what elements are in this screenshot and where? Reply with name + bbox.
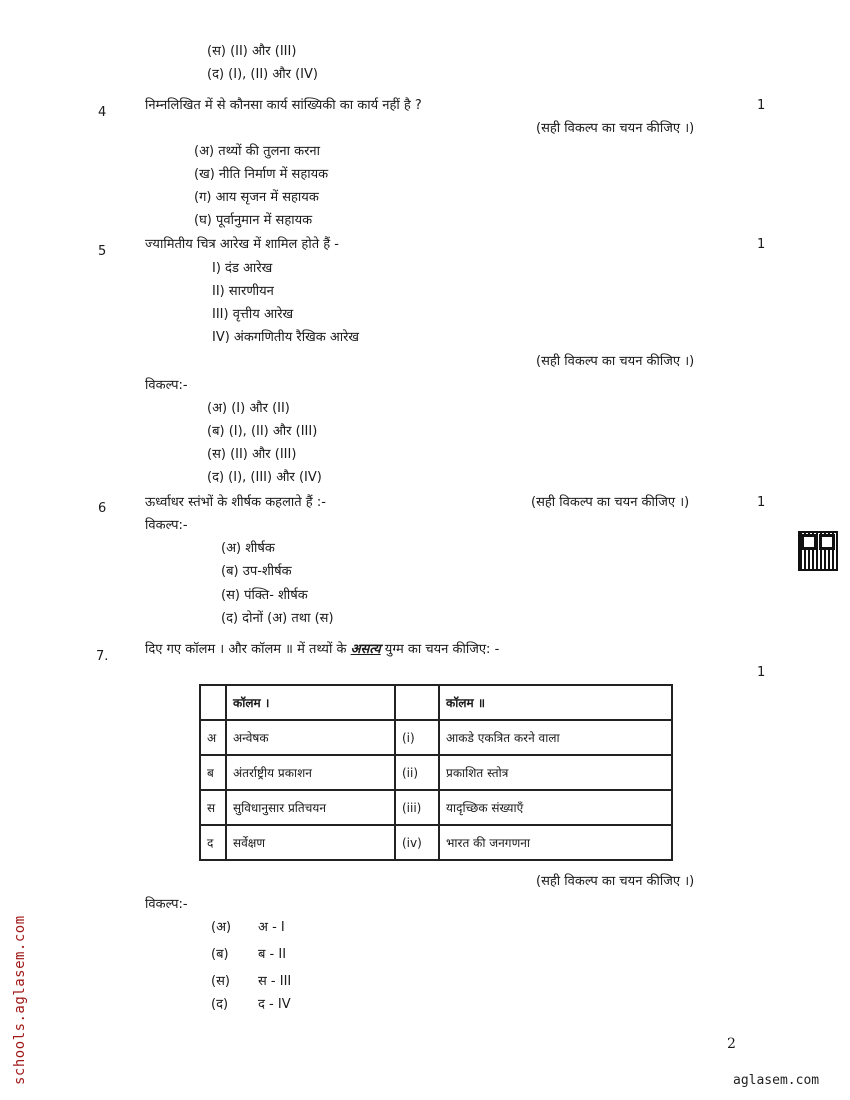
option-line: (द) (I), (II) और (IV) xyxy=(207,67,318,82)
table-cell: अ xyxy=(200,720,226,755)
watermark-side: schools.aglasem.com xyxy=(12,915,28,1085)
question-number: 6 xyxy=(98,501,107,516)
table-cell: प्रकाशित स्तोत्र xyxy=(439,755,672,790)
question-marks: 1 xyxy=(757,98,766,113)
question-marks: 1 xyxy=(757,237,766,252)
table-cell: द xyxy=(200,825,226,860)
list-item: IV) अंकगणितीय रैखिक आरेख xyxy=(212,330,360,345)
question-text: निम्नलिखित में से कौनसा कार्य सांख्यिकी का कार्य नहीं है ? xyxy=(145,98,422,113)
table-cell: (iv) xyxy=(395,825,439,860)
table-cell: यादृच्छिक संख्याएँ xyxy=(439,790,672,825)
table-cell: अन्वेषक xyxy=(226,720,395,755)
qr-code-icon xyxy=(798,531,838,571)
table-cell: सर्वेक्षण xyxy=(226,825,395,860)
question-text-part: युग्म का चयन कीजिए: - xyxy=(384,642,500,657)
table-cell: सुविधानुसार प्रतिचयन xyxy=(226,790,395,825)
table-cell: आकडे एकत्रित करने वाला xyxy=(439,720,672,755)
question-text: ऊर्ध्वाधर स्तंभों के शीर्षक कहलाते हैं :- xyxy=(145,495,326,510)
table-header-row xyxy=(200,685,672,720)
instruction-text: (सही विकल्प का चयन कीजिए ।) xyxy=(536,874,695,889)
option-line: (ग) आय सृजन में सहायक xyxy=(194,190,319,205)
question-text xyxy=(145,641,499,659)
option-line: (द) दोनों (अ) तथा (स) xyxy=(221,611,334,626)
option-line: (ख) नीति निर्माण में सहायक xyxy=(194,167,329,182)
table-cell: स xyxy=(200,790,226,825)
option-line: (ब) उप-शीर्षक xyxy=(221,564,292,579)
table-header-cell xyxy=(200,685,226,720)
instruction-text: (सही विकल्प का चयन कीजिए ।) xyxy=(536,121,695,136)
option-value: अ - I xyxy=(258,920,285,935)
table-row xyxy=(200,720,672,755)
option-line: (स) (II) और (III) xyxy=(207,447,297,462)
option-label: (द) xyxy=(211,997,229,1012)
table-row xyxy=(200,825,672,860)
option-line: (अ) (I) और (II) xyxy=(207,401,290,416)
watermark-bottom: aglasem.com xyxy=(733,1073,820,1088)
match-table xyxy=(199,684,673,861)
option-line: (स) पंक्ति- शीर्षक xyxy=(221,588,308,603)
question-number: 5 xyxy=(98,244,107,259)
question-emphasis: असत्य xyxy=(350,642,381,657)
option-value: ब - II xyxy=(258,947,287,962)
question-marks: 1 xyxy=(757,665,766,680)
page-number: 2 xyxy=(727,1036,736,1052)
table-cell: (i) xyxy=(395,720,439,755)
option-label: (स) xyxy=(211,974,230,989)
table-cell: (ii) xyxy=(395,755,439,790)
option-line: (घ) पूर्वानुमान में सहायक xyxy=(194,213,313,228)
question-text-part: दिए गए कॉलम । और कॉलम ॥ में तथ्यों के xyxy=(145,642,347,657)
question-marks: 1 xyxy=(757,495,766,510)
options-label: विकल्प:- xyxy=(145,518,188,533)
question-text: ज्यामितीय चित्र आरेख में शामिल होते हैं - xyxy=(145,237,339,252)
instruction-text: (सही विकल्प का चयन कीजिए ।) xyxy=(531,495,690,510)
option-line: (ब) (I), (II) और (III) xyxy=(207,424,318,439)
option-label: (ब) xyxy=(211,947,229,962)
option-value: द - IV xyxy=(258,997,291,1012)
table-cell: अंतर्राष्ट्रीय प्रकाशन xyxy=(226,755,395,790)
table-cell: (iii) xyxy=(395,790,439,825)
table-header-cell: कॉलम ॥ xyxy=(439,685,672,720)
table-cell: भारत की जनगणना xyxy=(439,825,672,860)
question-number: 4 xyxy=(98,105,107,120)
list-item: III) वृत्तीय आरेख xyxy=(212,307,294,322)
option-line: (अ) शीर्षक xyxy=(221,541,275,556)
option-line: (स) (II) और (III) xyxy=(207,44,297,59)
option-line: (अ) तथ्यों की तुलना करना xyxy=(194,144,320,159)
table-row xyxy=(200,790,672,825)
list-item: I) दंड आरेख xyxy=(212,261,273,276)
table-row xyxy=(200,755,672,790)
option-value: स - III xyxy=(258,974,292,989)
table-header-cell: कॉलम । xyxy=(226,685,395,720)
option-line: (द) (I), (III) और (IV) xyxy=(207,470,322,485)
options-label: विकल्प:- xyxy=(145,378,188,393)
instruction-text: (सही विकल्प का चयन कीजिए ।) xyxy=(536,354,695,369)
options-label: विकल्प:- xyxy=(145,897,188,912)
table-header-cell xyxy=(395,685,439,720)
list-item: II) सारणीयन xyxy=(212,284,274,299)
question-number: 7. xyxy=(96,649,109,664)
option-label: (अ) xyxy=(211,920,232,935)
table-cell: ब xyxy=(200,755,226,790)
